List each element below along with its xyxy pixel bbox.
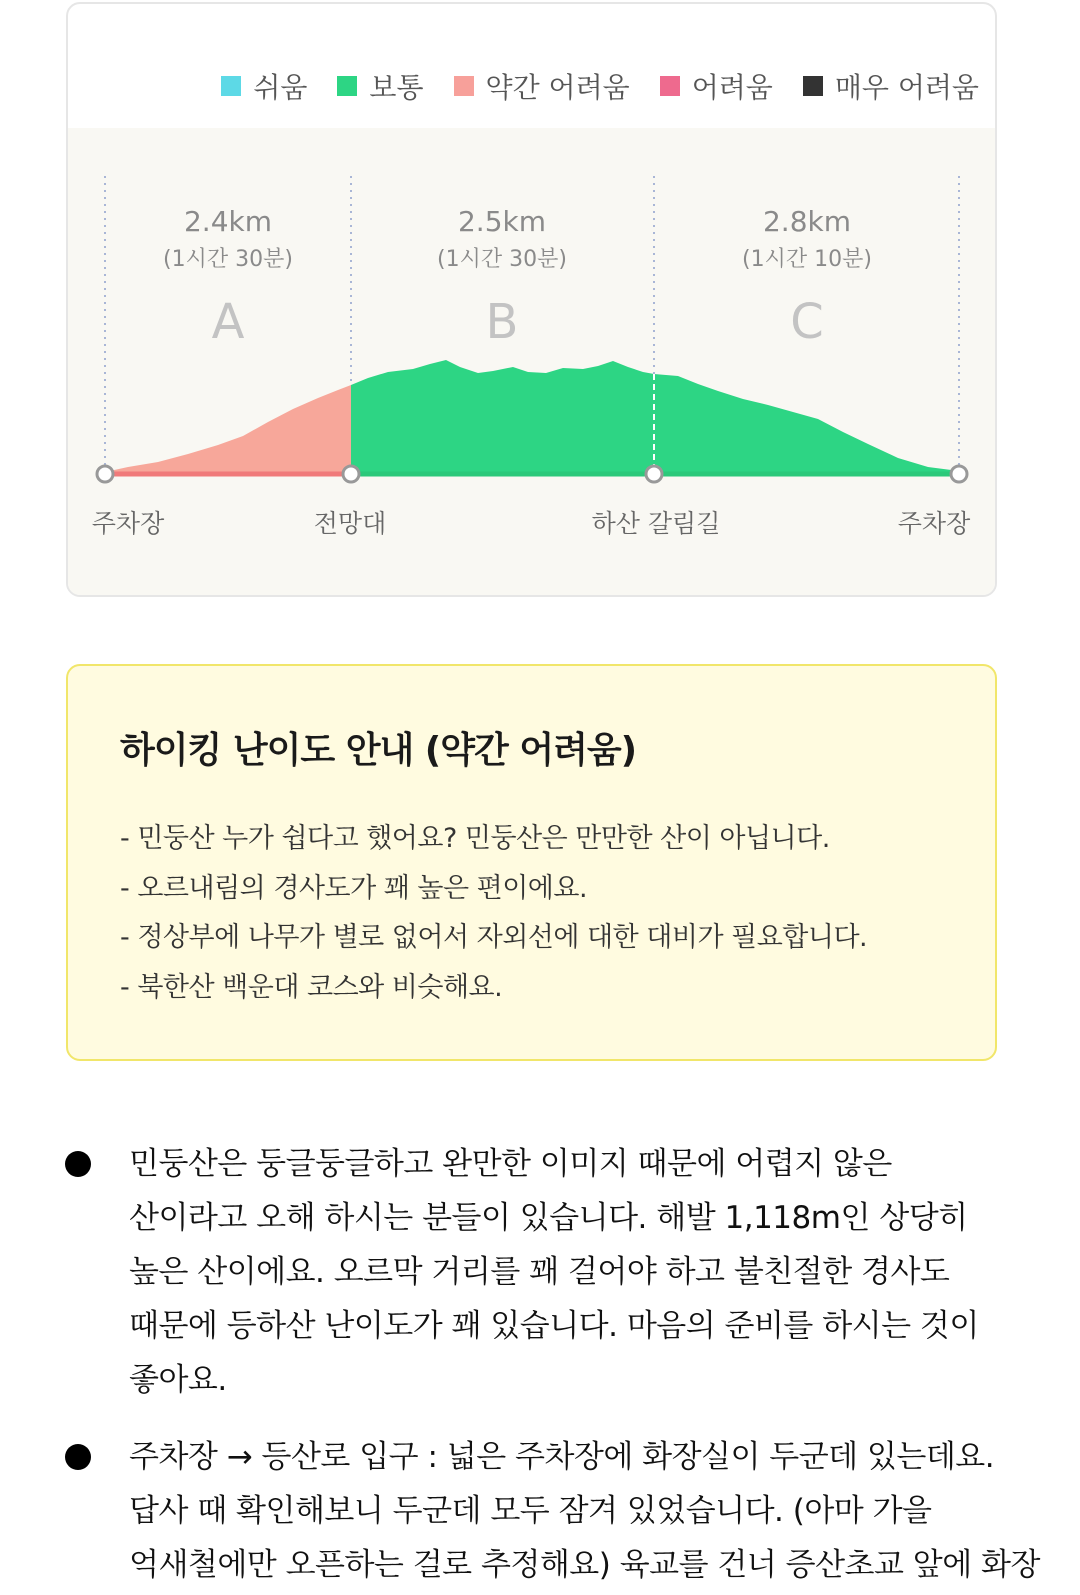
bullet-dot-icon [65, 1151, 91, 1177]
segment-b-time: (1시간 30분) [437, 247, 567, 272]
legend-label-easy: 쉬움 [253, 71, 308, 104]
point-label-viewpoint: 전망대 [313, 509, 387, 538]
bullet-dot-icon [65, 1444, 91, 1470]
segment-a-time: (1시간 30분) [163, 247, 293, 272]
legend-label-normal: 보통 [369, 71, 424, 104]
segment-b-distance: 2.5km [457, 205, 547, 238]
info-line: - 정상부에 나무가 별로 없어서 자외선에 대한 대비가 필요합니다. [120, 922, 868, 953]
segment-c-time: (1시간 10분) [742, 247, 872, 272]
difficulty-info-box [66, 664, 997, 1061]
bullet-paragraph-1 [65, 1137, 1055, 1398]
segment-a-distance: 2.4km [183, 205, 273, 238]
info-line: - 북한산 백운대 코스와 비슷해요. [120, 971, 503, 1003]
point-label-start: 주차장 [91, 509, 165, 538]
point-label-junction: 하산 갈림길 [591, 509, 721, 538]
info-list [120, 814, 867, 1012]
segment-c-letter: C [790, 294, 824, 350]
legend-label-slightly-hard: 약간 어려움 [485, 71, 630, 104]
waypoint-parking-end [951, 466, 967, 482]
legend-label-very-hard: 매우 어려움 [834, 71, 979, 104]
info-line: - 오르내림의 경사도가 꽤 높은 편이에요. [120, 872, 588, 904]
segment-b-letter: B [485, 294, 519, 350]
paragraph-text: 민둥산은 둥글둥글하고 완만한 이미지 때문에 어렵지 않은 산이라고 오해 하시는 분들이 있습니다. 해발 1,118m인 상당히 높은 산이에요. 오르막 거리를 꽤 걸어야 하고 불친절한 경사도 때문에 등하산 난이도가 꽤 있습니다. 마음의 준비를 하시는 것이 좋아요. [129, 1146, 979, 1398]
segment-a-area [105, 385, 351, 472]
bullet-paragraph-2 [65, 1430, 1055, 1595]
legend-label-hard: 어려움 [691, 71, 773, 104]
waypoint-parking-start [97, 466, 113, 482]
waypoint-viewpoint [343, 466, 359, 482]
segment-c-distance: 2.8km [762, 205, 852, 238]
elevation-profile-card [66, 2, 997, 597]
segment-a-letter: A [211, 294, 245, 350]
waypoint-junction [646, 466, 662, 482]
paragraph-text: 주차장 → 등산로 입구 : 넓은 주차장에 화장실이 두군데 있는데요. 답사 때 확인해보니 두군데 모두 잠겨 있었습니다. (아마 가을 억새철에만 오픈하는 걸로 추정해요) 육교를 건너 증산초교 앞에 화장 [129, 1439, 1040, 1583]
elevation-profile-svg [68, 4, 995, 595]
info-line: - 민둥산 누가 쉽다고 했어요? 민둥산은 만만한 산이 아닙니다. [120, 823, 830, 854]
info-title: 하이킹 난이도 안내 (약간 어려움) [120, 730, 637, 771]
point-label-end: 주차장 [897, 509, 971, 538]
